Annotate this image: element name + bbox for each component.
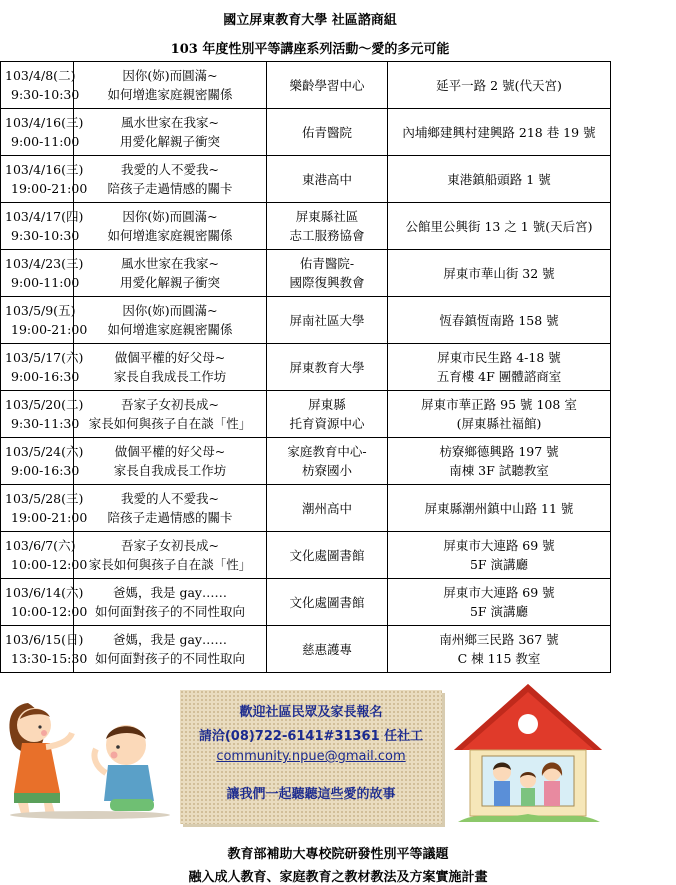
topic-cell-line: 爸媽，我是 gay…… [113, 632, 227, 647]
address-cell-line: 延平一路 2 號(代天宮) [436, 77, 562, 93]
topic-cell [74, 391, 267, 438]
date-time-cell [1, 62, 80, 109]
date-time-cell-line: 103/4/16(三) [5, 162, 84, 177]
topic-cell [74, 579, 267, 626]
table-row [1, 485, 611, 532]
table-row [1, 391, 611, 438]
date-time-cell [1, 156, 88, 203]
date-time-cell [1, 532, 88, 579]
topic-cell-line: 做個平權的好父母~ [114, 444, 226, 459]
date-time-cell-line: 103/4/17(四) [5, 209, 84, 224]
address-cell-line: 南州鄉三民路 367 號 [439, 632, 559, 647]
family-house-illustration [448, 680, 608, 830]
date-time-cell [1, 203, 84, 250]
address-cell [388, 344, 611, 391]
address-cell-line: 東港鎮船頭路 1 號 [447, 171, 551, 187]
table-row [1, 532, 611, 579]
address-cell [388, 297, 611, 344]
topic-cell-line: 做個平權的好父母~ [114, 350, 226, 365]
table-row [1, 344, 611, 391]
topic-cell [74, 344, 267, 391]
topic-cell-line: 因你(妳)而圓滿~ [122, 68, 218, 83]
venue-cell-line: 屏東縣社區 [295, 209, 359, 224]
venue-cell [267, 344, 388, 391]
venue-cell [267, 626, 388, 673]
topic-cell-line: 吾家子女初長成~ [121, 538, 219, 553]
topic-cell-line: 如何面對孩子的不同性取向 [94, 651, 245, 666]
date-time-cell-line: 9:00-16:30 [11, 369, 80, 384]
address-cell-line: 南棟 3F 試聽教室 [449, 463, 549, 478]
date-time-cell-line: 9:30-10:30 [11, 87, 80, 102]
date-time-cell-line: 19:00-21:00 [11, 181, 88, 196]
footer-line-2: 融入成人教育、家庭教育之教材教法及方案實施計畫 [188, 870, 488, 885]
topic-cell-line: 用愛化解親子衝突 [119, 134, 220, 149]
topic-cell-line: 我愛的人不愛我~ [121, 162, 219, 177]
date-time-cell [1, 391, 84, 438]
venue-cell-line: 佑青醫院 [301, 124, 352, 140]
topic-cell-line: 爸媽，我是 gay…… [113, 585, 227, 600]
topic-cell-line: 如何增進家庭親密關係 [107, 322, 233, 337]
date-time-cell [1, 344, 84, 391]
topic-cell-line: 家長如何與孩子自在談「性」 [88, 557, 252, 572]
table-row [1, 62, 611, 109]
table-row [1, 438, 611, 485]
topic-cell [74, 626, 267, 673]
date-time-cell-line: 103/6/14(六) [5, 585, 84, 600]
date-time-cell-line: 10:00-12:00 [11, 557, 88, 572]
venue-cell [267, 485, 388, 532]
topic-cell-line: 如何增進家庭親密關係 [107, 228, 233, 243]
topic-cell-line: 如何增進家庭親密關係 [107, 87, 233, 102]
date-time-cell-line: 103/6/7(六) [5, 538, 76, 553]
topic-cell-line: 家長如何與孩子自在談「性」 [88, 416, 252, 431]
table-row [1, 156, 611, 203]
address-cell [388, 156, 611, 203]
topic-cell-line: 家長自我成長工作坊 [113, 463, 227, 478]
venue-cell-line: 樂齡學習中心 [289, 77, 365, 93]
organization-title: 國立屏東教育大學 社區諮商組 [223, 13, 397, 28]
topic-cell-line: 風水世家在我家~ [121, 115, 219, 130]
venue-cell-line: 家庭教育中心- [287, 444, 367, 459]
date-time-cell-line: 19:00-21:00 [11, 510, 88, 525]
date-time-cell-line: 103/4/8(二) [5, 68, 76, 83]
date-time-cell-line: 13:30-15:30 [11, 651, 88, 666]
venue-cell [267, 109, 388, 156]
address-cell [388, 109, 611, 156]
address-cell-line: 枋寮鄉德興路 197 號 [439, 444, 559, 459]
date-time-cell-line: 9:00-11:00 [11, 134, 80, 149]
address-cell-line: 屏東市大連路 69 號 [443, 585, 555, 600]
table-row [1, 626, 611, 673]
venue-cell-line: 托育資源中心 [289, 416, 365, 431]
topic-cell-line: 因你(妳)而圓滿~ [122, 303, 218, 318]
topic-cell [74, 203, 267, 250]
venue-cell-line: 文化處圖書館 [289, 594, 365, 610]
date-time-cell-line: 103/4/23(三) [5, 256, 84, 271]
venue-cell-line: 潮州高中 [301, 500, 352, 516]
contact-phone-text: 請洽(08)722-6141#31361 任社工 [198, 729, 424, 744]
venue-cell-line: 文化處圖書館 [289, 547, 365, 563]
topic-cell [74, 485, 267, 532]
topic-cell-line: 我愛的人不愛我~ [121, 491, 219, 506]
topic-cell-line: 用愛化解親子衝突 [119, 275, 220, 290]
date-time-cell [1, 485, 88, 532]
welcome-text: 歡迎社區民眾及家長報名 [239, 705, 383, 720]
venue-cell-line: 屏東縣 [308, 397, 346, 412]
topic-cell [74, 62, 267, 109]
venue-cell [267, 203, 388, 250]
children-playing-illustration [0, 683, 180, 823]
venue-cell-line: 東港高中 [301, 171, 352, 187]
date-time-cell-line: 103/6/15(日) [5, 632, 84, 647]
address-cell [388, 485, 611, 532]
address-cell [388, 579, 611, 626]
date-time-cell-line: 9:30-11:30 [11, 416, 80, 431]
topic-cell-line: 如何面對孩子的不同性取向 [94, 604, 245, 619]
table-row [1, 203, 611, 250]
topic-cell [74, 438, 267, 485]
address-cell-line: 恆春鎮恆南路 158 號 [439, 312, 559, 328]
address-cell [388, 250, 611, 297]
closing-text: 讓我們一起聽聽這些愛的故事 [226, 787, 396, 802]
venue-cell-line: 佑青醫院- [299, 256, 355, 271]
address-cell-line: 屏東市民生路 4-18 號 [437, 350, 561, 365]
address-cell-line: 內埔鄉建興村建興路 218 巷 19 號 [402, 124, 596, 140]
contact-email-link[interactable]: community.npue@gmail.com [216, 749, 406, 764]
date-time-cell-line: 103/4/16(三) [5, 115, 84, 130]
topic-cell-line: 吾家子女初長成~ [121, 397, 219, 412]
date-time-cell [1, 250, 84, 297]
table-row [1, 297, 611, 344]
topic-cell-line: 陪孩子走過情感的關卡 [107, 181, 233, 196]
topic-cell-line: 因你(妳)而圓滿~ [122, 209, 218, 224]
venue-cell-line: 國際復興教會 [289, 275, 365, 290]
address-cell [388, 62, 611, 109]
address-cell-line: 5F 演講廳 [469, 557, 529, 572]
address-cell [388, 532, 611, 579]
address-cell-line: 屏東市華山街 32 號 [443, 265, 555, 281]
address-cell [388, 391, 611, 438]
event-series-title: 103 年度性別平等講座系列活動～愛的多元可能 [170, 42, 450, 57]
address-cell [388, 203, 611, 250]
topic-cell [74, 297, 267, 344]
topic-cell [74, 250, 267, 297]
table-row [1, 579, 611, 626]
venue-cell-line: 枋寮國小 [301, 463, 352, 478]
topic-cell [74, 109, 267, 156]
date-time-cell-line: 9:00-11:00 [11, 275, 80, 290]
topic-cell-line: 陪孩子走過情感的關卡 [107, 510, 233, 525]
venue-cell [267, 532, 388, 579]
address-cell-line: 屏東市華正路 95 號 108 室 [421, 397, 577, 412]
venue-cell [267, 579, 388, 626]
topic-cell [74, 532, 267, 579]
venue-cell [267, 250, 388, 297]
venue-cell-line: 慈惠護專 [301, 641, 352, 657]
topic-cell-line: 風水世家在我家~ [121, 256, 219, 271]
venue-cell [267, 156, 388, 203]
date-time-cell [1, 109, 84, 156]
venue-cell [267, 297, 388, 344]
venue-cell-line: 屏南社區大學 [289, 312, 365, 328]
address-cell-line: 屏東市大連路 69 號 [443, 538, 555, 553]
address-cell [388, 438, 611, 485]
date-time-cell-line: 9:00-16:30 [11, 463, 80, 478]
address-cell-line: 屏東縣潮州鎮中山路 11 號 [424, 500, 574, 516]
date-time-cell-line: 103/5/24(六) [5, 444, 84, 459]
date-time-cell-line: 9:30-10:30 [11, 228, 80, 243]
date-time-cell [1, 626, 88, 673]
date-time-cell [1, 579, 88, 626]
venue-cell [267, 438, 388, 485]
address-cell-line: 5F 演講廳 [469, 604, 529, 619]
topic-cell-line: 家長自我成長工作坊 [113, 369, 227, 384]
date-time-cell-line: 10:00-12:00 [11, 604, 88, 619]
registration-info-box [180, 690, 442, 824]
table-row [1, 250, 611, 297]
topic-cell [74, 156, 267, 203]
address-cell-line: (屏東縣社福館) [456, 416, 542, 431]
venue-cell [267, 62, 388, 109]
table-row [1, 109, 611, 156]
date-time-cell [1, 297, 88, 344]
date-time-cell-line: 103/5/17(六) [5, 350, 84, 365]
address-cell-line: 五育樓 4F 團體諮商室 [436, 369, 562, 384]
venue-cell [267, 391, 388, 438]
address-cell-line: C 棟 115 教室 [457, 651, 541, 666]
date-time-cell-line: 103/5/20(二) [5, 397, 84, 412]
venue-cell-line: 志工服務協會 [289, 228, 365, 243]
date-time-cell-line: 103/5/9(五) [5, 303, 76, 318]
footer-line-1: 教育部補助大專校院研發性別平等議題 [227, 847, 449, 862]
date-time-cell-line: 103/5/28(三) [5, 491, 84, 506]
venue-cell-line: 屏東教育大學 [289, 359, 365, 375]
address-cell [388, 626, 611, 673]
schedule-table [0, 61, 611, 673]
address-cell-line: 公館里公興街 13 之 1 號(天后宮) [405, 218, 593, 234]
date-time-cell [1, 438, 84, 485]
date-time-cell-line: 19:00-21:00 [11, 322, 88, 337]
